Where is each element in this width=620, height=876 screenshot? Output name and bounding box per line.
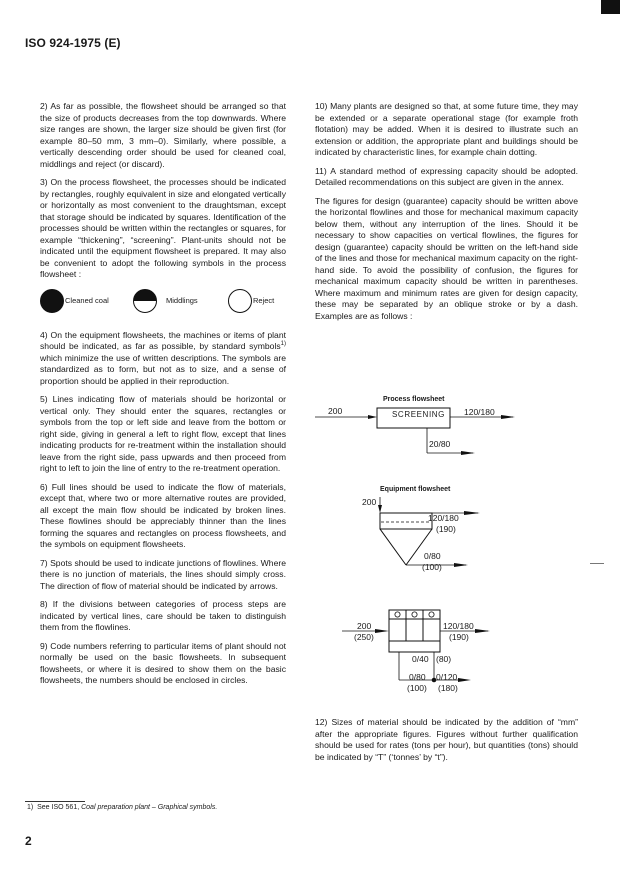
paragraph-12: 12) Sizes of material should be indicated by the addition of “mm” after the appropriate figures. Figures without further qualification should be used for rates (tons per hour), but quantities (tons) should be indicated by “T” (‘tonnes’ by “t”).	[315, 717, 578, 762]
footnote: 1) See ISO 561, Coal preparation plant – Graphical symbols.	[27, 804, 218, 811]
process-input-label: 200	[328, 406, 343, 416]
equipment-out2-design-label: 0/80	[424, 551, 441, 561]
footnote-reference-title: Coal preparation plant – Graphical symbols.	[81, 804, 218, 811]
process-output-top-label: 120/180	[464, 407, 495, 417]
equipment-out1-max-label: (190)	[436, 524, 456, 534]
screen-junction-diagram	[330, 600, 530, 695]
paragraph-2: 2) As far as possible, the flowsheet should be arranged so that the size of products decreases from the top downwards. Where size ranges are shown, the larger size should be given first (for example 80–50 mm, 3 mm–0). Similarly, where possible, a vertically descending order should be used for cleaned coal, middlings and reject (or discard).	[40, 101, 286, 169]
page-number: 2	[25, 834, 32, 848]
paragraph-11: 11) A standard method of expressing capacity should be adopted. Detailed recommendations on this subject are given in the annex.	[315, 165, 578, 187]
footnote-divider	[25, 801, 85, 802]
paragraph-8: 8) If the divisions between categories of process steps are indicated by vertical lines, care should be taken to distinguish them from the flowlines.	[40, 599, 286, 632]
margin-tick	[590, 563, 604, 564]
paragraph-4: 4) On the equipment flowsheets, the machines or items of plant should be indicated, as far as possible, by standard symbols$^{1)}$ which minimize the use of written descriptions. The symbols are standardized as to form, but not as to size, and a sense of proportion should be applied in their reproduction.	[40, 329, 286, 386]
right-column	[315, 101, 578, 329]
footnote-marker: 1)	[27, 804, 34, 811]
junction-out1-design-label: 120/180	[443, 621, 474, 631]
equipment-input-label: 200	[362, 497, 377, 507]
equipment-out1-design-label: 120/180	[428, 513, 459, 523]
junction-mid-design-label: 0/40	[412, 654, 429, 664]
symbol-middlings: Middlings	[133, 289, 198, 313]
symbol-cleaned-coal: Cleaned coal	[40, 289, 109, 313]
symbol-legend	[40, 289, 286, 325]
page-corner-mark	[601, 0, 620, 14]
junction-out1-max-label: (190)	[449, 632, 469, 642]
paragraph-6: 6) Full lines should be used to indicate the flow of materials, except that, where two or more alternative routes are provided, all except the main flow should be indicated by broken lines. These flowlines should be appreciably thinner than the lines forming the squares and rectangles on process flowsheets, and the symbols on equipment flowsheets.	[40, 481, 286, 549]
junction-bl-design-label: 0/80	[409, 672, 426, 682]
half-filled-circle-icon	[133, 289, 157, 313]
junction-input-design-label: 200	[357, 621, 372, 631]
paragraph-7: 7) Spots should be used to indicate junctions of flowlines. Where there is no junction of materials, the lines should simply cross. The direction of flow of material should be indicated by arrows.	[40, 557, 286, 591]
junction-br-max-label: (180)	[438, 683, 458, 693]
process-flowsheet-title: Process flowsheet	[383, 396, 445, 403]
paragraph-3: 3) On the process flowsheet, the processes should be indicated by rectangles, roughly equivalent in size and elongated vertically or horizontally as most convenient to the draughtsman, except that storage should be indicated by squares. Identification of the processes should be written within the rectangles or squares, for example “thickening”, “screening”. Plant-units should not be indicated until the equipment flowsheet is prepared. It may also be convenient to adopt the following symbols in the process flowsheet :	[40, 177, 286, 279]
junction-input-max-label: (250)	[354, 632, 374, 642]
junction-bl-max-label: (100)	[407, 683, 427, 693]
symbol-reject: Reject	[228, 289, 274, 313]
footnote-ref[interactable]: 1)	[280, 341, 286, 348]
junction-mid-max-label: (80)	[436, 654, 452, 664]
empty-circle-icon	[228, 289, 252, 313]
equipment-flowsheet-title: Equipment flowsheet	[380, 486, 451, 493]
document-header: ISO 924-1975 (E)	[25, 36, 121, 50]
screening-box-label: SCREENING	[392, 410, 445, 419]
filled-circle-icon	[40, 289, 64, 313]
left-column	[40, 101, 286, 694]
right-column-bottom	[315, 717, 578, 770]
paragraph-5: 5) Lines indicating flow of materials should be horizontal or vertical only. They should enter the squares, rectangles or symbols from the top or left side and leave from the bottom or right side, giving in general a left to right flow, except that lines indicating products for re-treatment within the installation should leave from the right side, pass upwards and then proceed from right to left to join the line of entry to the re-treatment operation.	[40, 394, 286, 473]
paragraph-9: 9) Code numbers referring to particular items of plant should not normally be used on the basic flowsheets. In subsequent flowsheets, or where it is desired to show them on the basic flowsheets, the numbers should be enclosed in circles.	[40, 640, 286, 685]
paragraph-10: 10) Many plants are designed so that, at some future time, they may be extended or a separate operational stage (for example froth flotation) may be added. When it is desired to illustrate such an extension or addition, the appropriate plant and buildings should be indicated by characteristic lines, for example chain dotting.	[315, 101, 578, 157]
equipment-out2-max-label: (100)	[422, 562, 442, 572]
paragraph-capacity: The figures for design (guarantee) capacity should be written above the horizontal flowlines and those for mechanical maximum capacity below them, without any interruption of the lines. Should it be necessary to show capacities on vertical flowlines, the figures for design (guarantee) capacity should be written on the left-hand side of the lines and those for mechanical maximum capacity on the right-hand side. To avoid the possibility of confusion, the figures for mechanical maximum capacity should be written in parentheses. Where maximum and minimum rates are given for design capacity, these may be separated by an oblique stroke or by a dash. Examples are as follows :	[315, 195, 578, 321]
process-output-bottom-label: 20/80	[429, 439, 451, 449]
junction-br-design-label: 0/120	[436, 672, 458, 682]
